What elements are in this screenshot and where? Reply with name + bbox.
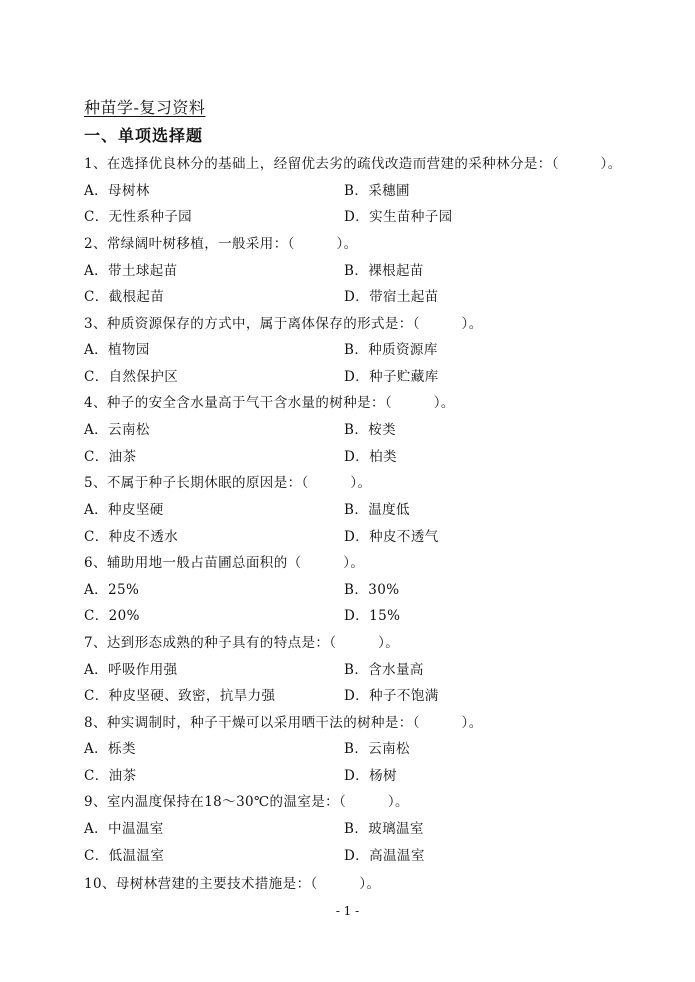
option-c: C．自然保护区 [84, 369, 179, 385]
option-d: D．实生苗种子园 [344, 209, 453, 226]
option-d: D．种子贮藏库 [344, 369, 439, 385]
option-d: D．种皮不透气 [344, 528, 439, 545]
option-b: B．30% [344, 581, 400, 598]
option-b: B．玻璃温室 [344, 821, 424, 838]
question-3: 3、种质资源保存的方式中，属于离体保存的形式是：（ ）。 [84, 315, 483, 332]
option-a: A．呼吸作用强 [84, 661, 178, 678]
option-a: A．中温温室 [84, 821, 164, 838]
option-b: B．种质资源库 [344, 342, 438, 359]
option-a: A．植物园 [84, 342, 150, 359]
question-8: 8、种实调制时，种子干燥可以采用晒干法的树种是：（ ）。 [84, 714, 483, 731]
option-d: D．带宿土起苗 [344, 289, 439, 306]
option-a: A．带土球起苗 [84, 262, 178, 279]
option-b: B．温度低 [344, 501, 410, 518]
option-a: A．25% [84, 581, 140, 598]
question-7: 7、达到形态成熟的种子具有的特点是：（ ）。 [84, 634, 400, 651]
question-1: 1、在选择优良林分的基础上，经留优去劣的疏伐改造而营建的采种林分是：（ ）。 [84, 156, 622, 172]
option-b: B．桉类 [344, 422, 397, 439]
option-d: D．种子不饱满 [344, 688, 439, 705]
option-c: C．低温温室 [84, 847, 165, 864]
question-5: 5、不属于种子长期休眠的原因是：（ ）。 [84, 475, 372, 492]
option-d: D．柏类 [344, 448, 397, 465]
option-c: C．截根起苗 [84, 289, 165, 306]
option-c: C．种皮不透水 [84, 528, 179, 545]
option-a: A．栎类 [84, 741, 136, 758]
option-c: C．无性系种子园 [84, 209, 193, 226]
option-b: B．采穗圃 [344, 182, 410, 199]
question-10: 10、母树林营建的主要技术措施是：（ ）。 [84, 876, 381, 892]
option-c: C．油茶 [84, 448, 137, 465]
option-a: A．种皮坚硬 [84, 501, 164, 518]
section-heading: 一、单项选择题 [84, 126, 204, 145]
question-2: 2、常绿阔叶树移植，一般采用：（ ）。 [84, 235, 358, 252]
question-9: 9、室内温度保持在18～30℃的温室是：（ ）。 [84, 794, 409, 811]
option-a: A．云南松 [84, 422, 150, 439]
option-c: C．油茶 [84, 768, 137, 784]
option-b: B．含水量高 [344, 661, 424, 678]
question-4: 4、种子的安全含水量高于气干含水量的树种是：（ ）。 [84, 395, 455, 412]
option-c: C．种皮坚硬、致密，抗旱力强 [84, 688, 276, 705]
option-a: A．母树林 [84, 182, 150, 199]
option-d: D．杨树 [344, 768, 397, 784]
option-d: D．高温温室 [344, 847, 425, 864]
option-c: C．20% [84, 608, 140, 625]
document-title: 种苗学-复习资料 [84, 98, 206, 117]
option-b: B．云南松 [344, 741, 410, 758]
option-d: D．15% [344, 608, 401, 625]
question-6: 6、辅助用地一般占苗圃总面积的（ ）。 [84, 555, 365, 571]
page-number: - 1 - [335, 904, 360, 918]
option-b: B．裸根起苗 [344, 262, 424, 279]
